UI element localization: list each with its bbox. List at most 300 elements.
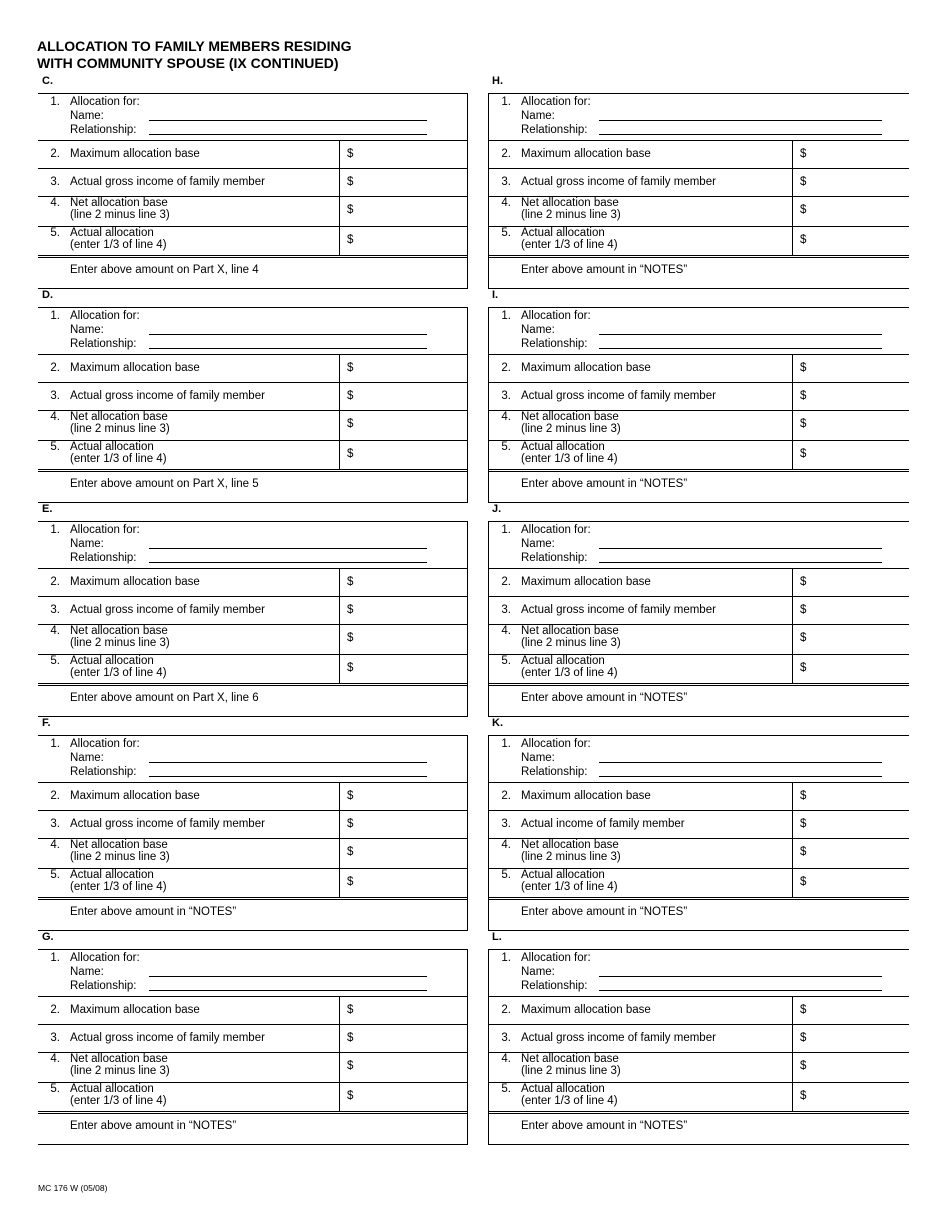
dollar-sign: $ [347, 846, 354, 858]
dollar-sign: $ [800, 390, 807, 402]
line-number: 2. [50, 148, 60, 160]
net-allocation-base-line-1: Net allocation base [521, 411, 619, 423]
line-number: 4. [50, 839, 60, 851]
actual-allocation-line-1: Actual allocation [70, 655, 154, 667]
relationship-field[interactable] [149, 551, 427, 563]
actual-income-row [38, 168, 467, 197]
dollar-sign: $ [347, 448, 354, 460]
net-allocation-base-row [38, 196, 467, 227]
section-box [38, 307, 468, 503]
max-allocation-base-label: Maximum allocation base [70, 362, 200, 374]
dollar-sign: $ [347, 662, 354, 674]
actual-allocation-line-1: Actual allocation [521, 441, 605, 453]
relationship-label: Relationship: [521, 338, 588, 350]
allocation-for-row [489, 521, 909, 569]
max-allocation-base-field[interactable] [792, 141, 909, 169]
dollar-sign: $ [800, 818, 807, 830]
net-allocation-base-field[interactable] [339, 1053, 467, 1083]
name-label: Name: [70, 538, 104, 550]
line-number: 1. [501, 952, 511, 964]
relationship-field[interactable] [149, 765, 427, 777]
net-allocation-base-row [38, 410, 467, 441]
net-allocation-base-line-2: (line 2 minus line 3) [521, 1065, 621, 1077]
dollar-sign: $ [347, 1004, 354, 1016]
name-label: Name: [521, 752, 555, 764]
line-number: 3. [501, 390, 511, 402]
section-box [38, 93, 468, 289]
max-allocation-base-row [489, 568, 909, 597]
max-allocation-base-field[interactable] [792, 783, 909, 811]
relationship-field[interactable] [149, 979, 427, 991]
net-allocation-base-line-2: (line 2 minus line 3) [521, 637, 621, 649]
double-rule [489, 683, 909, 686]
actual-income-field[interactable] [339, 811, 467, 839]
actual-allocation-row [38, 654, 467, 684]
net-allocation-base-row [489, 838, 909, 869]
net-allocation-base-field[interactable] [792, 625, 909, 655]
allocation-for-row [38, 949, 467, 997]
double-rule [489, 255, 909, 258]
relationship-label: Relationship: [70, 980, 137, 992]
actual-allocation-line-1: Actual allocation [70, 441, 154, 453]
dollar-sign: $ [347, 876, 354, 888]
net-allocation-base-line-2: (line 2 minus line 3) [521, 423, 621, 435]
section-letter: K. [492, 717, 503, 729]
actual-allocation-line-2: (enter 1/3 of line 4) [70, 239, 167, 251]
enter-amount-instruction: Enter above amount in “NOTES” [70, 906, 237, 918]
net-allocation-base-label [521, 197, 621, 221]
dollar-sign: $ [800, 362, 807, 374]
line-number: 1. [50, 96, 60, 108]
net-allocation-base-field[interactable] [792, 197, 909, 227]
line-number: 5. [50, 441, 60, 453]
net-allocation-base-row [489, 196, 909, 227]
net-allocation-base-label [521, 625, 621, 649]
allocation-for-label: Allocation for: [521, 96, 591, 108]
actual-income-field[interactable] [339, 169, 467, 197]
allocation-for-row [489, 735, 909, 783]
actual-allocation-row [38, 440, 467, 470]
max-allocation-base-field[interactable] [339, 997, 467, 1025]
section-box [38, 735, 468, 931]
net-allocation-base-field[interactable] [792, 411, 909, 441]
actual-income-label: Actual gross income of family member [70, 604, 265, 616]
max-allocation-base-field[interactable] [339, 569, 467, 597]
actual-allocation-row [489, 440, 909, 470]
section-box [488, 307, 909, 503]
section-bottom-rule [38, 716, 467, 717]
max-allocation-base-row [489, 354, 909, 383]
double-rule [38, 1111, 467, 1114]
actual-allocation-line-2: (enter 1/3 of line 4) [521, 881, 618, 893]
enter-amount-instruction: Enter above amount in “NOTES” [521, 478, 688, 490]
name-label: Name: [70, 324, 104, 336]
relationship-label: Relationship: [70, 552, 137, 564]
allocation-for-label: Allocation for: [521, 738, 591, 750]
name-field[interactable] [599, 537, 882, 549]
net-allocation-base-field[interactable] [339, 411, 467, 441]
max-allocation-base-label: Maximum allocation base [521, 148, 651, 160]
actual-income-row [38, 810, 467, 839]
name-field[interactable] [599, 965, 882, 977]
line-number: 4. [50, 197, 60, 209]
actual-allocation-field[interactable] [792, 1083, 909, 1112]
line-number: 4. [50, 1053, 60, 1065]
actual-allocation-field[interactable] [339, 1083, 467, 1112]
section-letter: D. [42, 289, 53, 301]
relationship-label: Relationship: [70, 766, 137, 778]
name-label: Name: [70, 752, 104, 764]
net-allocation-base-field[interactable] [339, 197, 467, 227]
actual-income-row [489, 168, 909, 197]
net-allocation-base-row [38, 1052, 467, 1083]
section-bottom-rule [489, 1144, 909, 1145]
allocation-for-row [38, 93, 467, 141]
line-number: 4. [50, 625, 60, 637]
max-allocation-base-label: Maximum allocation base [521, 362, 651, 374]
net-allocation-base-label [521, 839, 621, 863]
relationship-field[interactable] [149, 337, 427, 349]
actual-allocation-field[interactable] [792, 869, 909, 898]
line-number: 1. [501, 738, 511, 750]
dollar-sign: $ [347, 818, 354, 830]
dollar-sign: $ [347, 576, 354, 588]
max-allocation-base-field[interactable] [339, 783, 467, 811]
actual-income-label: Actual gross income of family member [70, 1032, 265, 1044]
dollar-sign: $ [800, 1090, 807, 1102]
net-allocation-base-line-1: Net allocation base [521, 839, 619, 851]
max-allocation-base-row [489, 996, 909, 1025]
line-number: 5. [50, 655, 60, 667]
dollar-sign: $ [800, 448, 807, 460]
section-box [488, 949, 909, 1145]
max-allocation-base-row [38, 996, 467, 1025]
enter-amount-instruction: Enter above amount on Part X, line 5 [70, 478, 259, 490]
actual-income-label: Actual gross income of family member [521, 176, 716, 188]
section-letter: G. [42, 931, 54, 943]
title-line-1: ALLOCATION TO FAMILY MEMBERS RESIDING [37, 38, 352, 54]
allocation-for-label: Allocation for: [521, 524, 591, 536]
dollar-sign: $ [347, 1032, 354, 1044]
actual-allocation-label [70, 441, 167, 465]
enter-amount-instruction: Enter above amount in “NOTES” [70, 1120, 237, 1132]
net-allocation-base-line-2: (line 2 minus line 3) [70, 851, 170, 863]
line-number: 4. [50, 411, 60, 423]
line-number: 4. [501, 625, 511, 637]
relationship-field[interactable] [599, 765, 882, 777]
actual-allocation-row [489, 1082, 909, 1112]
line-number: 3. [501, 176, 511, 188]
net-allocation-base-row [38, 838, 467, 869]
actual-allocation-line-2: (enter 1/3 of line 4) [70, 453, 167, 465]
line-number: 4. [501, 1053, 511, 1065]
actual-income-field[interactable] [792, 811, 909, 839]
relationship-label: Relationship: [70, 124, 137, 136]
name-field[interactable] [149, 751, 427, 763]
dollar-sign: $ [800, 176, 807, 188]
relationship-field[interactable] [149, 123, 427, 135]
section-bottom-rule [38, 502, 467, 503]
dollar-sign: $ [347, 418, 354, 430]
relationship-label: Relationship: [521, 980, 588, 992]
net-allocation-base-field[interactable] [792, 1053, 909, 1083]
section-letter: J. [492, 503, 502, 515]
relationship-field[interactable] [599, 123, 882, 135]
section-box [488, 735, 909, 931]
relationship-field[interactable] [599, 979, 882, 991]
line-number: 3. [50, 176, 60, 188]
dollar-sign: $ [800, 604, 807, 616]
section-bottom-rule [38, 930, 467, 931]
net-allocation-base-label [70, 1053, 170, 1077]
actual-income-label: Actual gross income of family member [521, 604, 716, 616]
max-allocation-base-row [489, 140, 909, 169]
name-field[interactable] [149, 323, 427, 335]
line-number: 5. [50, 1083, 60, 1095]
actual-income-field[interactable] [792, 383, 909, 411]
form-number: MC 176 W (05/08) [38, 1183, 108, 1193]
relationship-field[interactable] [599, 337, 882, 349]
actual-allocation-label [70, 227, 167, 251]
dollar-sign: $ [800, 148, 807, 160]
actual-income-field[interactable] [339, 597, 467, 625]
dollar-sign: $ [800, 662, 807, 674]
max-allocation-base-field[interactable] [792, 355, 909, 383]
net-allocation-base-row [489, 1052, 909, 1083]
dollar-sign: $ [347, 390, 354, 402]
actual-allocation-field[interactable] [792, 227, 909, 256]
actual-allocation-field[interactable] [792, 655, 909, 684]
section-letter: C. [42, 75, 53, 87]
actual-allocation-line-1: Actual allocation [521, 227, 605, 239]
net-allocation-base-label [70, 625, 170, 649]
net-allocation-base-line-1: Net allocation base [521, 197, 619, 209]
actual-income-field[interactable] [792, 1025, 909, 1053]
line-number: 3. [50, 818, 60, 830]
max-allocation-base-field[interactable] [339, 141, 467, 169]
enter-amount-instruction: Enter above amount on Part X, line 6 [70, 692, 259, 704]
line-number: 1. [501, 310, 511, 322]
net-allocation-base-label [521, 411, 621, 435]
actual-income-row [489, 810, 909, 839]
relationship-field[interactable] [599, 551, 882, 563]
section-box [38, 521, 468, 717]
line-number: 1. [50, 310, 60, 322]
actual-allocation-field[interactable] [339, 655, 467, 684]
dollar-sign: $ [800, 876, 807, 888]
allocation-for-row [38, 735, 467, 783]
actual-income-field[interactable] [792, 597, 909, 625]
allocation-for-label: Allocation for: [521, 952, 591, 964]
actual-allocation-label [70, 869, 167, 893]
net-allocation-base-field[interactable] [339, 625, 467, 655]
double-rule [489, 1111, 909, 1114]
line-number: 2. [501, 362, 511, 374]
line-number: 3. [501, 818, 511, 830]
line-number: 1. [501, 96, 511, 108]
dollar-sign: $ [800, 1004, 807, 1016]
name-field[interactable] [149, 537, 427, 549]
section-bottom-rule [38, 1144, 467, 1145]
actual-allocation-label [521, 1083, 618, 1107]
net-allocation-base-line-1: Net allocation base [521, 1053, 619, 1065]
actual-allocation-field[interactable] [339, 869, 467, 898]
actual-allocation-label [521, 655, 618, 679]
dollar-sign: $ [800, 1060, 807, 1072]
net-allocation-base-label [521, 1053, 621, 1077]
relationship-label: Relationship: [70, 338, 137, 350]
net-allocation-base-line-2: (line 2 minus line 3) [70, 637, 170, 649]
net-allocation-base-field[interactable] [792, 839, 909, 869]
title-line-2: WITH COMMUNITY SPOUSE (IX CONTINUED) [37, 55, 339, 71]
allocation-for-label: Allocation for: [521, 310, 591, 322]
actual-allocation-row [489, 654, 909, 684]
actual-allocation-line-2: (enter 1/3 of line 4) [70, 881, 167, 893]
max-allocation-base-field[interactable] [792, 569, 909, 597]
allocation-for-label: Allocation for: [70, 738, 140, 750]
actual-allocation-line-2: (enter 1/3 of line 4) [70, 1095, 167, 1107]
net-allocation-base-line-1: Net allocation base [70, 197, 168, 209]
actual-allocation-label [70, 1083, 167, 1107]
section-box [38, 949, 468, 1145]
name-field[interactable] [599, 323, 882, 335]
actual-allocation-field[interactable] [339, 441, 467, 470]
actual-allocation-line-1: Actual allocation [70, 1083, 154, 1095]
double-rule [38, 683, 467, 686]
max-allocation-base-label: Maximum allocation base [70, 790, 200, 802]
actual-allocation-line-1: Actual allocation [521, 1083, 605, 1095]
line-number: 3. [50, 1032, 60, 1044]
max-allocation-base-field[interactable] [339, 355, 467, 383]
actual-allocation-field[interactable] [339, 227, 467, 256]
actual-income-field[interactable] [339, 383, 467, 411]
dollar-sign: $ [347, 1090, 354, 1102]
max-allocation-base-label: Maximum allocation base [70, 1004, 200, 1016]
max-allocation-base-row [489, 782, 909, 811]
actual-allocation-field[interactable] [792, 441, 909, 470]
enter-amount-instruction: Enter above amount in “NOTES” [521, 906, 688, 918]
dollar-sign: $ [800, 632, 807, 644]
actual-allocation-row [38, 1082, 467, 1112]
line-number: 5. [50, 869, 60, 881]
actual-allocation-line-1: Actual allocation [521, 655, 605, 667]
double-rule [38, 897, 467, 900]
net-allocation-base-line-2: (line 2 minus line 3) [521, 209, 621, 221]
allocation-for-label: Allocation for: [70, 96, 140, 108]
double-rule [38, 255, 467, 258]
max-allocation-base-row [38, 140, 467, 169]
actual-allocation-label [521, 869, 618, 893]
dollar-sign: $ [347, 1060, 354, 1072]
dollar-sign: $ [347, 176, 354, 188]
dollar-sign: $ [800, 1032, 807, 1044]
relationship-label: Relationship: [521, 766, 588, 778]
net-allocation-base-label [70, 197, 170, 221]
section-letter: F. [42, 717, 51, 729]
actual-allocation-row [38, 868, 467, 898]
section-box [488, 521, 909, 717]
net-allocation-base-line-1: Net allocation base [70, 625, 168, 637]
net-allocation-base-line-2: (line 2 minus line 3) [70, 423, 170, 435]
double-rule [489, 897, 909, 900]
dollar-sign: $ [347, 204, 354, 216]
line-number: 2. [501, 576, 511, 588]
line-number: 1. [501, 524, 511, 536]
dollar-sign: $ [800, 418, 807, 430]
allocation-for-row [38, 521, 467, 569]
max-allocation-base-label: Maximum allocation base [521, 1004, 651, 1016]
actual-income-label: Actual gross income of family member [70, 818, 265, 830]
actual-allocation-row [489, 226, 909, 256]
max-allocation-base-row [38, 782, 467, 811]
line-number: 2. [50, 576, 60, 588]
page-title [37, 38, 352, 72]
section-bottom-rule [489, 502, 909, 503]
actual-allocation-row [489, 868, 909, 898]
line-number: 5. [501, 227, 511, 239]
max-allocation-base-label: Maximum allocation base [521, 576, 651, 588]
actual-income-label: Actual gross income of family member [70, 390, 265, 402]
dollar-sign: $ [800, 234, 807, 246]
actual-income-row [489, 596, 909, 625]
line-number: 3. [50, 390, 60, 402]
actual-allocation-line-2: (enter 1/3 of line 4) [521, 1095, 618, 1107]
name-field[interactable] [149, 965, 427, 977]
net-allocation-base-line-2: (line 2 minus line 3) [521, 851, 621, 863]
dollar-sign: $ [800, 846, 807, 858]
name-field[interactable] [149, 109, 427, 121]
line-number: 3. [50, 604, 60, 616]
name-field[interactable] [599, 109, 882, 121]
net-allocation-base-line-2: (line 2 minus line 3) [70, 209, 170, 221]
actual-income-row [38, 1024, 467, 1053]
actual-allocation-label [70, 655, 167, 679]
line-number: 3. [501, 604, 511, 616]
name-label: Name: [70, 110, 104, 122]
line-number: 2. [501, 148, 511, 160]
actual-income-field[interactable] [792, 169, 909, 197]
dollar-sign: $ [347, 362, 354, 374]
section-bottom-rule [38, 288, 467, 289]
name-label: Name: [521, 324, 555, 336]
enter-amount-instruction: Enter above amount in “NOTES” [521, 692, 688, 704]
enter-amount-instruction: Enter above amount on Part X, line 4 [70, 264, 259, 276]
section-bottom-rule [489, 930, 909, 931]
line-number: 5. [501, 1083, 511, 1095]
max-allocation-base-label: Maximum allocation base [70, 148, 200, 160]
name-field[interactable] [599, 751, 882, 763]
net-allocation-base-row [38, 624, 467, 655]
net-allocation-base-line-1: Net allocation base [70, 411, 168, 423]
actual-income-label: Actual income of family member [521, 818, 685, 830]
actual-allocation-line-1: Actual allocation [70, 227, 154, 239]
dollar-sign: $ [800, 576, 807, 588]
net-allocation-base-field[interactable] [339, 839, 467, 869]
net-allocation-base-label [70, 411, 170, 435]
max-allocation-base-row [38, 568, 467, 597]
actual-allocation-line-2: (enter 1/3 of line 4) [70, 667, 167, 679]
line-number: 2. [501, 790, 511, 802]
net-allocation-base-line-1: Net allocation base [70, 839, 168, 851]
dollar-sign: $ [347, 632, 354, 644]
actual-income-field[interactable] [339, 1025, 467, 1053]
section-bottom-rule [489, 716, 909, 717]
actual-income-row [489, 1024, 909, 1053]
dollar-sign: $ [347, 148, 354, 160]
allocation-for-row [38, 307, 467, 355]
max-allocation-base-field[interactable] [792, 997, 909, 1025]
line-number: 4. [501, 197, 511, 209]
